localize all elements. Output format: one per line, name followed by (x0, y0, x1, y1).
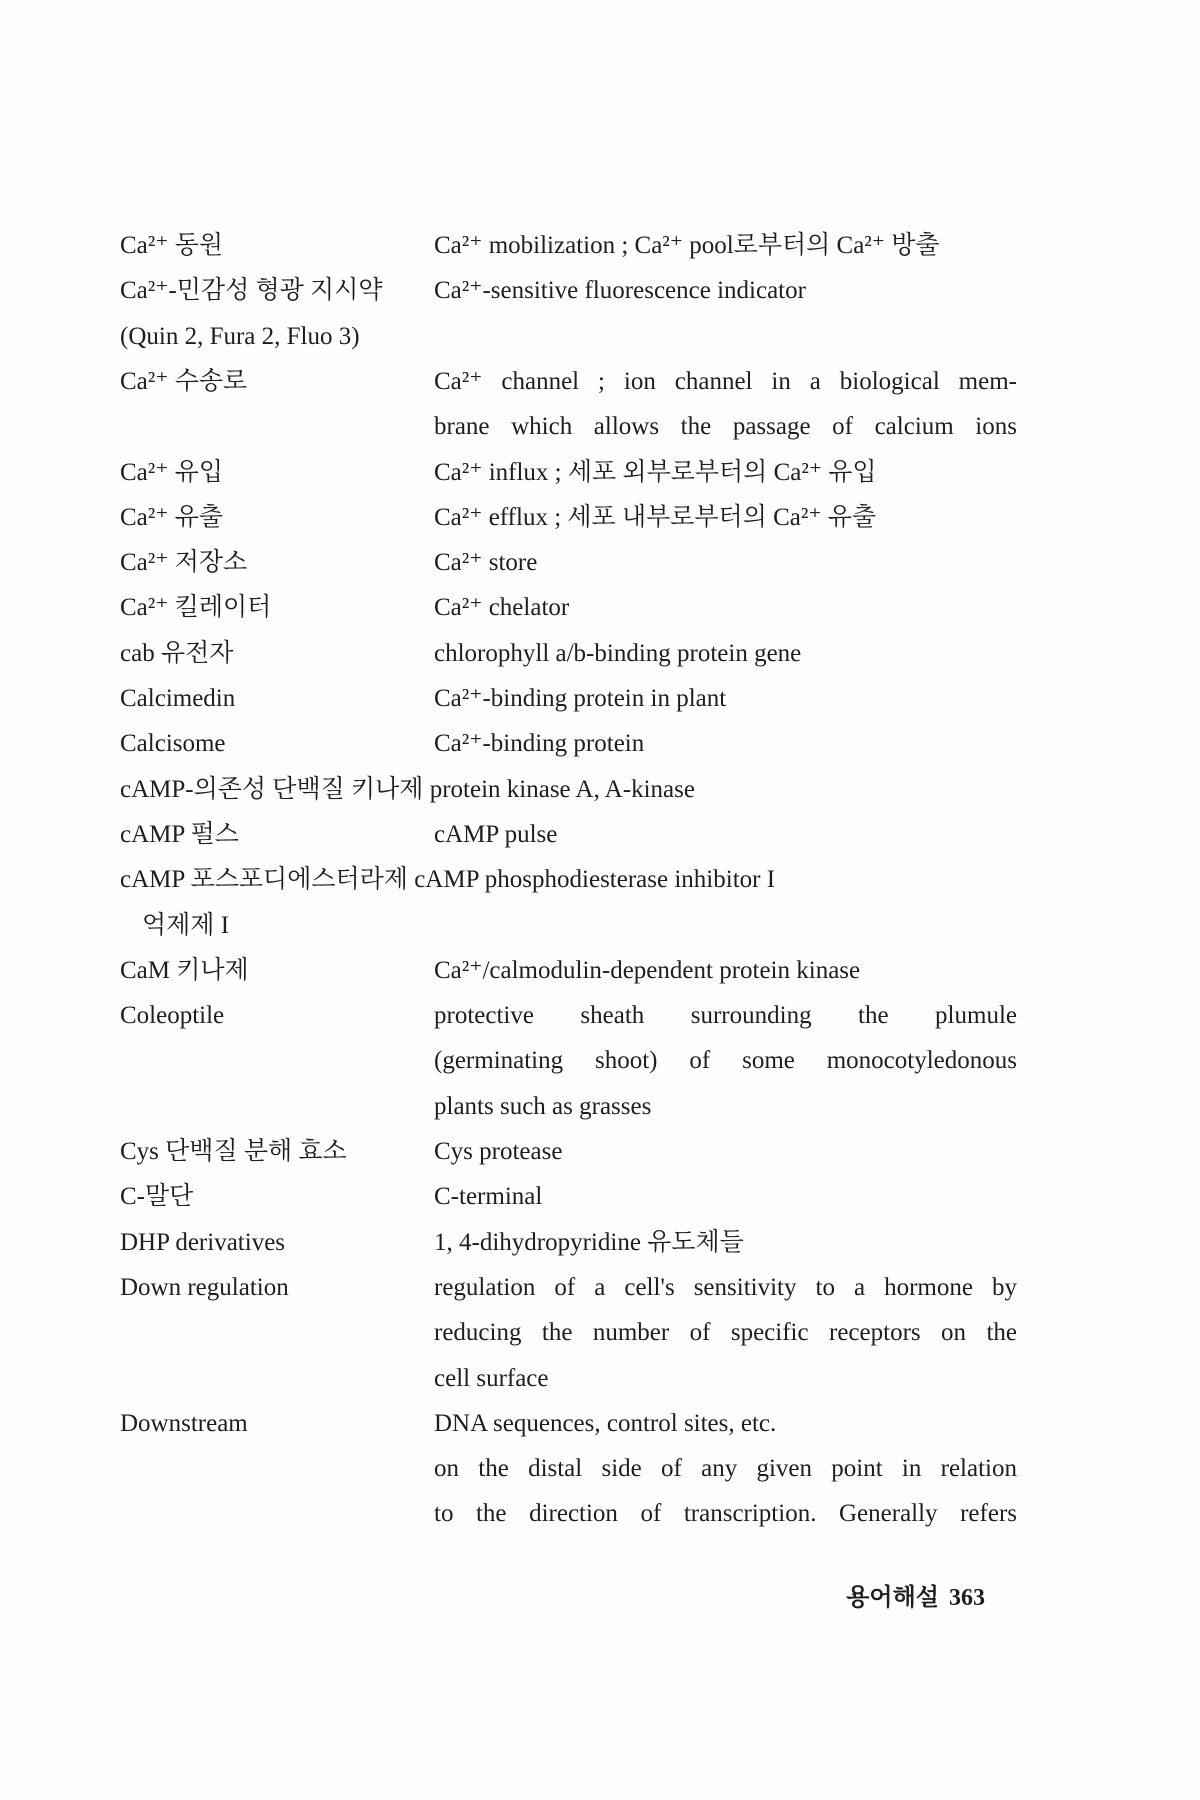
glossary-term: Cys 단백질 분해 효소 (120, 1138, 347, 1165)
glossary-line (0, 588, 1200, 628)
glossary-line (0, 317, 1200, 357)
glossary-line (0, 724, 1200, 764)
glossary-line (0, 1313, 1200, 1353)
glossary-line (0, 1268, 1200, 1308)
glossary-line (0, 860, 1200, 900)
footer-section: 용어해설 (846, 1585, 939, 1611)
glossary-definition: cell surface (434, 1364, 549, 1392)
glossary-line (0, 498, 1200, 538)
glossary-term: Ca²⁺ 수송로 (120, 367, 248, 395)
glossary-term: Ca²⁺ 유입 (120, 458, 224, 486)
glossary-line (0, 1132, 1200, 1172)
glossary-definition: Ca²⁺-binding protein in plant (434, 685, 727, 712)
glossary-line (0, 453, 1200, 493)
glossary-term: Calcisome (120, 730, 226, 758)
glossary-definition: Cys protease (434, 1138, 563, 1165)
glossary-definition: brane which allows the passage of calcium ions (434, 413, 1017, 441)
page-number: 363 (949, 1585, 985, 1611)
glossary-line (0, 1359, 1200, 1399)
glossary-term: Down regulation (120, 1273, 289, 1301)
glossary-term: C-말단 (120, 1183, 194, 1211)
glossary-line (0, 226, 1200, 266)
glossary-line (0, 1494, 1200, 1534)
glossary-line (0, 679, 1200, 719)
glossary-line (0, 996, 1200, 1036)
glossary-definition: to the direction of transcription. Generally refers (434, 1500, 1017, 1528)
glossary-line (0, 951, 1200, 991)
glossary-definition: Ca²⁺ chelator (434, 594, 570, 622)
glossary-line (0, 407, 1200, 447)
glossary-term: cab 유전자 (120, 639, 234, 667)
glossary-term: Calcimedin (120, 685, 236, 712)
page-footer (836, 1580, 985, 1616)
glossary-definition: Ca²⁺ influx ; 세포 외부로부터의 Ca²⁺ 유입 (434, 458, 877, 486)
glossary-line (0, 770, 1200, 810)
glossary-line (0, 1177, 1200, 1217)
glossary-definition: plants such as grasses (434, 1092, 652, 1120)
glossary-line (0, 362, 1200, 402)
glossary-definition: cAMP pulse (434, 820, 558, 848)
glossary-definition: reducing the number of specific receptors on the (434, 1319, 1017, 1347)
glossary-term-continuation: 억제제 I (142, 911, 230, 939)
glossary-definition: Ca²⁺-sensitive fluorescence indicator (434, 277, 806, 305)
glossary-line (0, 1087, 1200, 1127)
glossary-definition: chlorophyll a/b-binding protein gene (434, 639, 802, 667)
glossary-definition: Ca²⁺ channel ; ion channel in a biological mem- (434, 367, 1017, 395)
glossary-term: Ca²⁺ 유출 (120, 503, 224, 531)
glossary-definition: C-terminal (434, 1183, 543, 1211)
glossary-line (0, 1041, 1200, 1081)
glossary-definition: DNA sequences, control sites, etc. (434, 1409, 777, 1437)
glossary-term: Ca²⁺ 동원 (120, 232, 224, 259)
glossary-definition: Ca²⁺-binding protein (434, 730, 645, 758)
glossary-term: Ca²⁺-민감성 형광 지시약 (120, 277, 383, 305)
glossary-line (0, 634, 1200, 674)
glossary-line (0, 1223, 1200, 1263)
glossary-definition: Ca²⁺ mobilization ; Ca²⁺ pool로부터의 Ca²⁺ 방출 (434, 232, 940, 259)
glossary-term: (Quin 2, Fura 2, Fluo 3) (120, 322, 360, 350)
glossary-line (0, 543, 1200, 583)
glossary-term: Coleoptile (120, 1002, 225, 1030)
glossary-term: DHP derivatives (120, 1228, 286, 1256)
glossary-term: cAMP 펄스 (120, 820, 239, 848)
glossary-term: Ca²⁺ 킬레이터 (120, 594, 272, 622)
glossary-definition: Ca²⁺ store (434, 549, 538, 577)
glossary-line (0, 815, 1200, 855)
glossary-line (0, 1404, 1200, 1444)
glossary-definition: 1, 4-dihydropyridine 유도체들 (434, 1228, 744, 1256)
glossary-term: Ca²⁺ 저장소 (120, 549, 248, 577)
glossary-definition: Ca²⁺ efflux ; 세포 내부로부터의 Ca²⁺ 유출 (434, 503, 877, 531)
glossary-line (0, 271, 1200, 311)
glossary-term: CaM 키나제 (120, 956, 249, 984)
glossary-line (0, 1449, 1200, 1489)
glossary-full-line: cAMP-의존성 단백질 키나제 protein kinase A, A-kinase (120, 775, 695, 803)
glossary-term: Downstream (120, 1409, 248, 1437)
glossary-definition: protective sheath surrounding the plumule (434, 1002, 1017, 1030)
glossary-definition: (germinating shoot) of some monocotyledonous (434, 1047, 1017, 1075)
glossary-definition: Ca²⁺/calmodulin-dependent protein kinase (434, 956, 861, 984)
glossary-definition: on the distal side of any given point in relation (434, 1455, 1017, 1483)
glossary-line (0, 906, 1200, 946)
glossary-full-line: cAMP 포스포디에스터라제 cAMP phosphodiesterase inhibitor I (120, 866, 776, 894)
glossary-definition: regulation of a cell's sensitivity to a hormone by (434, 1273, 1017, 1301)
